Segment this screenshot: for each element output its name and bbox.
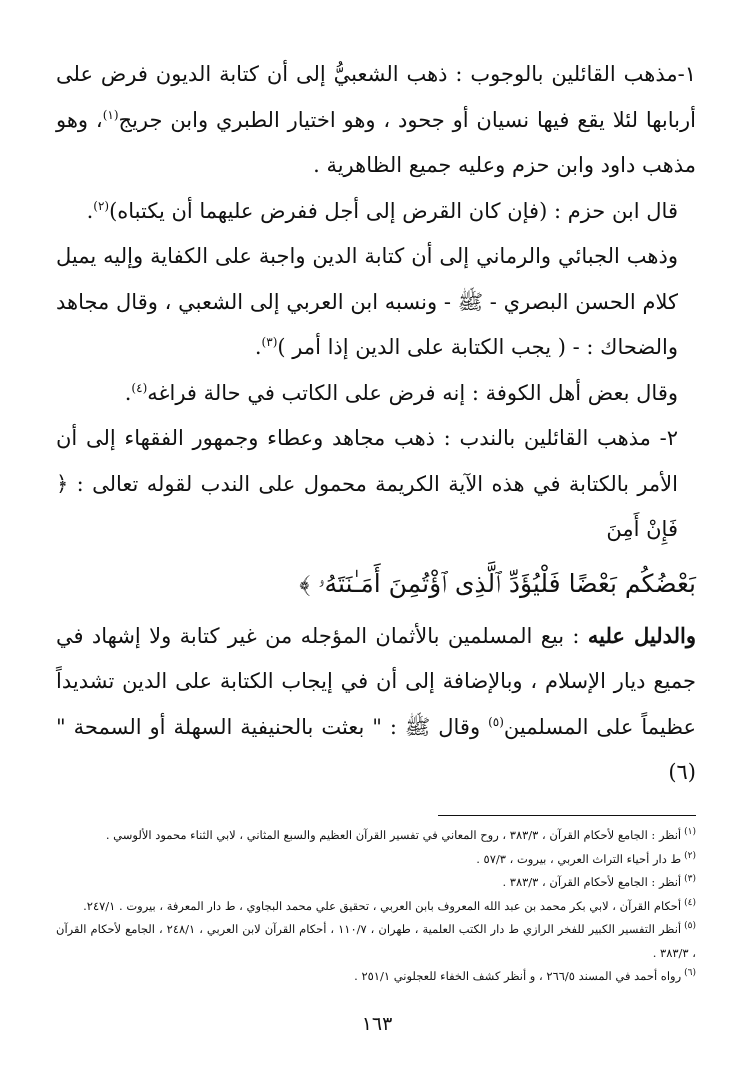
paragraph-evidence bbox=[56, 613, 696, 796]
paragraph-tail: . bbox=[124, 380, 132, 405]
footnote-ref: (٥) bbox=[488, 714, 504, 729]
footnote-ref: (١) bbox=[102, 107, 119, 122]
paragraph-tail: . bbox=[86, 198, 94, 223]
paragraph-text: : بيع المسلمين بالأثمان المؤجله من غير كتابة ولا إشهاد في جميع ديار الإسلام ، وبالإضافة إلى أن في إيجاب الكتابة على الدين تشديداً عظيماً على المسلمين bbox=[56, 623, 697, 739]
footnote-number: (٣) bbox=[684, 874, 696, 885]
paragraph-text: ١-مذهب القائلين بالوجوب : ذهب الشعبيُّ إلى أن كتابة الديون فرض على أربابها لئلا يقع فيها نسيان أو جحود ، وهو اختيار الطبري وابن جريج bbox=[56, 62, 696, 132]
paragraph-tail: ، وهو مذهب داود وابن حزم وعليه جميع الظاهرية . bbox=[56, 107, 696, 177]
footnote-item bbox=[56, 848, 696, 872]
footnote-ref: (٣) bbox=[261, 335, 278, 349]
footnote-item bbox=[56, 824, 696, 848]
paragraph-obligation-view bbox=[56, 52, 696, 189]
main-text bbox=[56, 52, 696, 796]
footnote-number: (٥) bbox=[684, 921, 696, 932]
footnote-item bbox=[56, 895, 696, 919]
footnotes bbox=[56, 824, 696, 989]
footnote-divider bbox=[438, 815, 696, 816]
quran-verse-text: بَعْضُكُم بَعْضًا فَلْيُؤَدِّ ٱلَّذِى ٱؤْتُمِنَ أَمَـٰنَتَهُۥ ﴾ bbox=[299, 568, 696, 598]
page-number: ١٦٣ bbox=[361, 1013, 393, 1035]
footnote-ref: (٢) bbox=[93, 198, 110, 213]
footnote-item bbox=[56, 965, 696, 989]
paragraph-text: قال ابن حزم : (فإن كان القرض إلى أجل ففرض عليهما أن يكتباه) bbox=[109, 198, 678, 223]
paragraph-text: ٢- مذهب القائلين بالندب : ذهب مجاهد وعطاء وجمهور الفقهاء إلى أن الأمر بالكتابة في هذه الآية الكريمة محمول على الندب لقوله تعالى : ﴿ فَإِنْ أَمِنَ bbox=[56, 426, 678, 541]
paragraph-recommendation-view bbox=[56, 416, 696, 553]
footnote-text: أنظر : الجامع لأحكام القرآن ، ٣٨٣/٣ . bbox=[502, 875, 682, 889]
paragraph-text: وقال بعض أهل الكوفة : إنه فرض على الكاتب في حالة فراغه bbox=[147, 380, 678, 405]
footnote-text: أنظر : الجامع لأحكام القرآن ، ٣٨٣/٣ ، روح المعاني في تفسير القرآن العظيم والسبع المثاني ، لابي الثناء محمود الألوسي . bbox=[105, 828, 682, 842]
paragraph-ibn-hazm-quote bbox=[56, 189, 696, 235]
footnote-item bbox=[56, 871, 696, 895]
paragraph-collective-duty-view bbox=[56, 234, 696, 371]
footnote-text: أنظر التفسير الكبير للفخر الرازي ط دار الكتب العلمية ، طهران ، ١١٠/٧ ، أحكام القرآن لابن العربي ، ٢٤٨/١ ، الجامع لأحكام القرآن ، ٣٨٣/٣ . bbox=[56, 922, 696, 960]
footnote-number: (٤) bbox=[684, 897, 696, 908]
quran-verse-line bbox=[56, 555, 696, 613]
footnote-number: (٢) bbox=[684, 850, 696, 861]
evidence-heading: والدليل عليه bbox=[587, 622, 696, 648]
footnote-ref: (٤) bbox=[131, 380, 148, 395]
paragraph-tail: وقال ﷺ : " بعثت بالحنيفية السهلة أو السمحة "(٦) bbox=[56, 714, 696, 784]
footnote-item bbox=[56, 918, 696, 965]
footnote-text: ط دار أحياء التراث العربي ، بيروت ، ٥٧/٣ . bbox=[476, 851, 682, 866]
footnote-number: (٦) bbox=[684, 968, 696, 979]
footnote-text: رواه أحمد في المسند ٢٦٦/٥ ، و أنظر كشف الخفاء للعجلوني ٢٥١/١ . bbox=[354, 969, 682, 983]
paragraph-text: وذهب الجبائي والرماني إلى أن كتابة الدين واجبة على الكفاية وإليه يميل كلام الحسن البصري - ﷺ - ونسبه ابن العربي إلى الشعبي ، وقال مجاهد والضحاك : - ( يجب الكتابة على الدين إذا أمر ) bbox=[56, 244, 678, 359]
paragraph-kufa-view bbox=[56, 371, 696, 417]
paragraph-tail: . bbox=[254, 335, 262, 359]
footnote-text: أحكام القرآن ، لابي بكر محمد بن عبد الله المعروف بابن العربي ، تحقيق علي محمد البجاوي ، ط دار المعرفة ، بيروت . ٢٤٧/١. bbox=[83, 898, 682, 913]
footnote-number: (١) bbox=[684, 827, 696, 838]
